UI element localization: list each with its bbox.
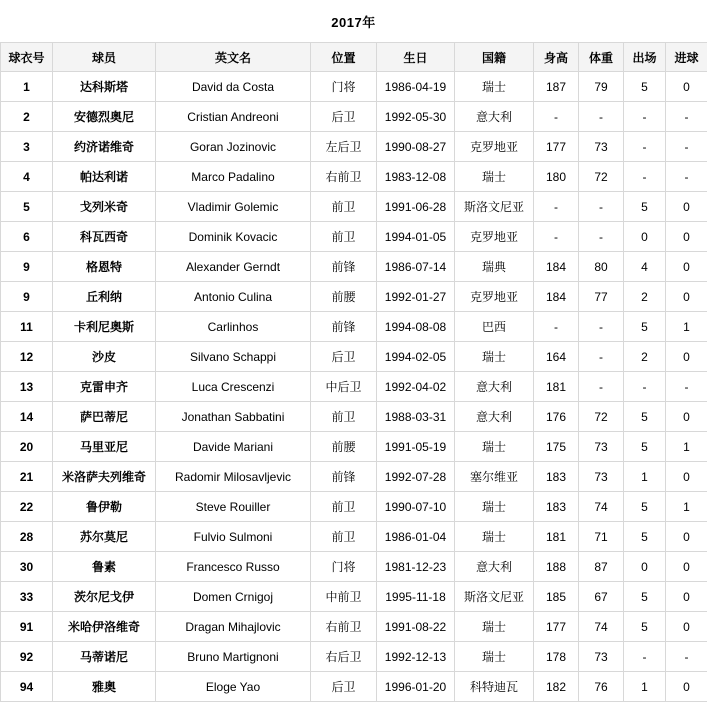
column-header-birthday: 生日 bbox=[377, 43, 455, 72]
table-cell-en: Fulvio Sulmoni bbox=[156, 522, 311, 552]
table-cell-dob: 1994-02-05 bbox=[377, 342, 455, 372]
table-cell-h: 180 bbox=[534, 162, 579, 192]
table-cell-h: 183 bbox=[534, 462, 579, 492]
page-title: 2017年 bbox=[331, 15, 376, 30]
table-cell-nat: 瑞士 bbox=[455, 612, 534, 642]
table-cell-w: 80 bbox=[579, 252, 624, 282]
table-cell-nat: 巴西 bbox=[455, 312, 534, 342]
table-cell-num: 9 bbox=[1, 252, 53, 282]
table-cell-nat: 瑞士 bbox=[455, 432, 534, 462]
table-cell-app: 2 bbox=[624, 342, 666, 372]
table-cell-nat: 意大利 bbox=[455, 552, 534, 582]
table-cell-w: 67 bbox=[579, 582, 624, 612]
table-cell-en: David da Costa bbox=[156, 72, 311, 102]
table-cell-app: 2 bbox=[624, 282, 666, 312]
table-cell-num: 30 bbox=[1, 552, 53, 582]
table-cell-num: 6 bbox=[1, 222, 53, 252]
table-cell-goal: - bbox=[666, 162, 707, 192]
table-cell-h: 181 bbox=[534, 522, 579, 552]
table-cell-h: 181 bbox=[534, 372, 579, 402]
table-cell-cn: 鲁素 bbox=[53, 552, 156, 582]
table-cell-app: 5 bbox=[624, 522, 666, 552]
table-cell-h: 187 bbox=[534, 72, 579, 102]
table-cell-dob: 1991-05-19 bbox=[377, 432, 455, 462]
table-cell-nat: 瑞士 bbox=[455, 72, 534, 102]
table-cell-h: 182 bbox=[534, 672, 579, 702]
table-row bbox=[1, 72, 707, 102]
table-cell-num: 13 bbox=[1, 372, 53, 402]
table-cell-nat: 意大利 bbox=[455, 372, 534, 402]
table-header-row bbox=[1, 43, 707, 72]
table-cell-app: 0 bbox=[624, 222, 666, 252]
table-cell-dob: 1996-01-20 bbox=[377, 672, 455, 702]
table-cell-h: 177 bbox=[534, 612, 579, 642]
column-header-appearances: 出场 bbox=[624, 43, 666, 72]
table-cell-goal: 0 bbox=[666, 462, 707, 492]
table-cell-pos: 门将 bbox=[311, 72, 377, 102]
table-cell-h: - bbox=[534, 102, 579, 132]
table-cell-en: Francesco Russo bbox=[156, 552, 311, 582]
table-cell-cn: 达科斯塔 bbox=[53, 72, 156, 102]
table-cell-h: 183 bbox=[534, 492, 579, 522]
table-cell-goal: - bbox=[666, 642, 707, 672]
table-cell-app: - bbox=[624, 162, 666, 192]
table-cell-pos: 前腰 bbox=[311, 432, 377, 462]
table-cell-goal: 0 bbox=[666, 552, 707, 582]
table-cell-cn: 米哈伊洛维奇 bbox=[53, 612, 156, 642]
table-cell-cn: 萨巴蒂尼 bbox=[53, 402, 156, 432]
table-cell-w: 71 bbox=[579, 522, 624, 552]
table-cell-num: 12 bbox=[1, 342, 53, 372]
table-cell-num: 4 bbox=[1, 162, 53, 192]
table-cell-goal: 1 bbox=[666, 432, 707, 462]
table-cell-en: Cristian Andreoni bbox=[156, 102, 311, 132]
table-cell-goal: 1 bbox=[666, 492, 707, 522]
table-cell-pos: 右前卫 bbox=[311, 162, 377, 192]
table-row bbox=[1, 492, 707, 522]
table-cell-cn: 科瓦西奇 bbox=[53, 222, 156, 252]
roster-table-body bbox=[1, 72, 707, 702]
table-cell-pos: 右前卫 bbox=[311, 612, 377, 642]
table-cell-w: - bbox=[579, 312, 624, 342]
table-cell-goal: 1 bbox=[666, 312, 707, 342]
table-cell-app: 5 bbox=[624, 72, 666, 102]
table-cell-num: 5 bbox=[1, 192, 53, 222]
table-row bbox=[1, 612, 707, 642]
table-cell-dob: 1986-07-14 bbox=[377, 252, 455, 282]
table-cell-en: Domen Crnigoj bbox=[156, 582, 311, 612]
table-cell-cn: 约济诺维奇 bbox=[53, 132, 156, 162]
table-cell-nat: 克罗地亚 bbox=[455, 132, 534, 162]
table-cell-pos: 前锋 bbox=[311, 462, 377, 492]
table-cell-pos: 前锋 bbox=[311, 252, 377, 282]
table-cell-en: Marco Padalino bbox=[156, 162, 311, 192]
table-cell-w: 73 bbox=[579, 432, 624, 462]
table-cell-dob: 1991-08-22 bbox=[377, 612, 455, 642]
table-row bbox=[1, 282, 707, 312]
table-cell-w: 74 bbox=[579, 492, 624, 522]
table-cell-num: 11 bbox=[1, 312, 53, 342]
table-cell-pos: 前卫 bbox=[311, 492, 377, 522]
table-cell-en: Davide Mariani bbox=[156, 432, 311, 462]
table-cell-app: - bbox=[624, 132, 666, 162]
table-cell-cn: 戈列米奇 bbox=[53, 192, 156, 222]
table-cell-goal: - bbox=[666, 372, 707, 402]
table-cell-num: 2 bbox=[1, 102, 53, 132]
table-cell-num: 20 bbox=[1, 432, 53, 462]
table-cell-pos: 前卫 bbox=[311, 402, 377, 432]
table-cell-app: 5 bbox=[624, 612, 666, 642]
table-cell-pos: 前卫 bbox=[311, 222, 377, 252]
table-cell-goal: 0 bbox=[666, 222, 707, 252]
table-cell-num: 33 bbox=[1, 582, 53, 612]
table-cell-pos: 前卫 bbox=[311, 192, 377, 222]
column-header-shirt-number: 球衣号 bbox=[1, 43, 53, 72]
table-cell-dob: 1994-08-08 bbox=[377, 312, 455, 342]
column-header-nationality: 国籍 bbox=[455, 43, 534, 72]
table-cell-w: 87 bbox=[579, 552, 624, 582]
table-cell-w: - bbox=[579, 372, 624, 402]
table-cell-app: 5 bbox=[624, 432, 666, 462]
table-cell-en: Antonio Culina bbox=[156, 282, 311, 312]
table-cell-dob: 1990-07-10 bbox=[377, 492, 455, 522]
table-cell-pos: 左后卫 bbox=[311, 132, 377, 162]
table-cell-app: - bbox=[624, 102, 666, 132]
table-cell-nat: 意大利 bbox=[455, 102, 534, 132]
table-cell-dob: 1992-05-30 bbox=[377, 102, 455, 132]
table-cell-h: 185 bbox=[534, 582, 579, 612]
table-cell-pos: 前腰 bbox=[311, 282, 377, 312]
table-cell-num: 94 bbox=[1, 672, 53, 702]
table-row bbox=[1, 432, 707, 462]
table-cell-app: 5 bbox=[624, 492, 666, 522]
table-cell-nat: 塞尔维亚 bbox=[455, 462, 534, 492]
table-row bbox=[1, 312, 707, 342]
table-cell-h: 184 bbox=[534, 282, 579, 312]
table-cell-num: 3 bbox=[1, 132, 53, 162]
table-cell-nat: 瑞士 bbox=[455, 342, 534, 372]
table-cell-dob: 1992-04-02 bbox=[377, 372, 455, 402]
table-cell-pos: 中前卫 bbox=[311, 582, 377, 612]
table-cell-app: 1 bbox=[624, 462, 666, 492]
table-cell-app: 0 bbox=[624, 552, 666, 582]
table-cell-goal: 0 bbox=[666, 252, 707, 282]
table-cell-en: Vladimir Golemic bbox=[156, 192, 311, 222]
table-cell-num: 21 bbox=[1, 462, 53, 492]
table-cell-goal: - bbox=[666, 132, 707, 162]
table-cell-app: 5 bbox=[624, 312, 666, 342]
table-cell-en: Goran Jozinovic bbox=[156, 132, 311, 162]
table-cell-en: Eloge Yao bbox=[156, 672, 311, 702]
table-cell-dob: 1995-11-18 bbox=[377, 582, 455, 612]
table-cell-w: 79 bbox=[579, 72, 624, 102]
table-cell-goal: 0 bbox=[666, 582, 707, 612]
table-cell-en: Luca Crescenzi bbox=[156, 372, 311, 402]
table-row bbox=[1, 402, 707, 432]
table-cell-h: - bbox=[534, 222, 579, 252]
table-cell-cn: 雅奥 bbox=[53, 672, 156, 702]
table-cell-h: 188 bbox=[534, 552, 579, 582]
table-cell-cn: 苏尔莫尼 bbox=[53, 522, 156, 552]
table-cell-w: 73 bbox=[579, 642, 624, 672]
table-cell-en: Bruno Martignoni bbox=[156, 642, 311, 672]
table-cell-goal: 0 bbox=[666, 342, 707, 372]
table-cell-num: 1 bbox=[1, 72, 53, 102]
table-cell-num: 22 bbox=[1, 492, 53, 522]
table-cell-nat: 瑞士 bbox=[455, 492, 534, 522]
table-row bbox=[1, 372, 707, 402]
table-cell-app: - bbox=[624, 642, 666, 672]
table-cell-goal: - bbox=[666, 102, 707, 132]
table-row bbox=[1, 582, 707, 612]
table-cell-w: - bbox=[579, 102, 624, 132]
table-row bbox=[1, 672, 707, 702]
table-cell-num: 14 bbox=[1, 402, 53, 432]
table-cell-nat: 克罗地亚 bbox=[455, 222, 534, 252]
table-row bbox=[1, 552, 707, 582]
table-cell-w: 73 bbox=[579, 132, 624, 162]
table-row bbox=[1, 222, 707, 252]
table-cell-cn: 沙皮 bbox=[53, 342, 156, 372]
table-row bbox=[1, 132, 707, 162]
table-cell-w: 73 bbox=[579, 462, 624, 492]
table-cell-en: Carlinhos bbox=[156, 312, 311, 342]
table-cell-dob: 1986-04-19 bbox=[377, 72, 455, 102]
table-cell-nat: 瑞士 bbox=[455, 522, 534, 552]
table-cell-h: 164 bbox=[534, 342, 579, 372]
table-cell-app: 5 bbox=[624, 192, 666, 222]
table-cell-pos: 中后卫 bbox=[311, 372, 377, 402]
table-cell-en: Radomir Milosavljevic bbox=[156, 462, 311, 492]
table-cell-en: Jonathan Sabbatini bbox=[156, 402, 311, 432]
table-cell-nat: 瑞士 bbox=[455, 642, 534, 672]
table-cell-h: 184 bbox=[534, 252, 579, 282]
table-cell-num: 9 bbox=[1, 282, 53, 312]
table-cell-cn: 帕达利诺 bbox=[53, 162, 156, 192]
table-cell-cn: 克雷申齐 bbox=[53, 372, 156, 402]
table-cell-nat: 克罗地亚 bbox=[455, 282, 534, 312]
table-cell-goal: 0 bbox=[666, 282, 707, 312]
table-cell-en: Steve Rouiller bbox=[156, 492, 311, 522]
table-cell-cn: 格恩特 bbox=[53, 252, 156, 282]
table-row bbox=[1, 252, 707, 282]
table-cell-w: 72 bbox=[579, 402, 624, 432]
roster-table bbox=[0, 42, 707, 702]
table-cell-w: 72 bbox=[579, 162, 624, 192]
table-cell-pos: 前锋 bbox=[311, 312, 377, 342]
table-cell-goal: 0 bbox=[666, 192, 707, 222]
table-cell-nat: 科特迪瓦 bbox=[455, 672, 534, 702]
column-header-english-name: 英文名 bbox=[156, 43, 311, 72]
column-header-height: 身高 bbox=[534, 43, 579, 72]
table-cell-pos: 后卫 bbox=[311, 102, 377, 132]
table-cell-goal: 0 bbox=[666, 672, 707, 702]
table-cell-cn: 安德烈奥尼 bbox=[53, 102, 156, 132]
table-cell-w: 76 bbox=[579, 672, 624, 702]
table-cell-dob: 1992-01-27 bbox=[377, 282, 455, 312]
column-header-weight: 体重 bbox=[579, 43, 624, 72]
table-cell-dob: 1992-07-28 bbox=[377, 462, 455, 492]
table-cell-nat: 瑞士 bbox=[455, 162, 534, 192]
table-cell-w: - bbox=[579, 222, 624, 252]
table-cell-h: 175 bbox=[534, 432, 579, 462]
table-cell-pos: 门将 bbox=[311, 552, 377, 582]
table-cell-dob: 1994-01-05 bbox=[377, 222, 455, 252]
table-cell-h: 176 bbox=[534, 402, 579, 432]
table-cell-dob: 1986-01-04 bbox=[377, 522, 455, 552]
table-cell-en: Dragan Mihajlovic bbox=[156, 612, 311, 642]
table-cell-en: Silvano Schappi bbox=[156, 342, 311, 372]
table-cell-pos: 后卫 bbox=[311, 672, 377, 702]
table-cell-cn: 卡利尼奥斯 bbox=[53, 312, 156, 342]
table-row bbox=[1, 162, 707, 192]
table-cell-nat: 斯洛文尼亚 bbox=[455, 192, 534, 222]
table-cell-num: 91 bbox=[1, 612, 53, 642]
table-cell-w: - bbox=[579, 342, 624, 372]
table-cell-dob: 1981-12-23 bbox=[377, 552, 455, 582]
table-cell-w: 77 bbox=[579, 282, 624, 312]
table-cell-cn: 马里亚尼 bbox=[53, 432, 156, 462]
table-cell-goal: 0 bbox=[666, 522, 707, 552]
table-cell-nat: 瑞典 bbox=[455, 252, 534, 282]
table-cell-nat: 斯洛文尼亚 bbox=[455, 582, 534, 612]
table-cell-w: 74 bbox=[579, 612, 624, 642]
table-cell-h: - bbox=[534, 192, 579, 222]
table-cell-app: 5 bbox=[624, 402, 666, 432]
table-cell-app: 4 bbox=[624, 252, 666, 282]
table-cell-cn: 马蒂诺尼 bbox=[53, 642, 156, 672]
table-row bbox=[1, 522, 707, 552]
table-cell-goal: 0 bbox=[666, 612, 707, 642]
table-cell-num: 28 bbox=[1, 522, 53, 552]
table-cell-en: Dominik Kovacic bbox=[156, 222, 311, 252]
table-cell-h: - bbox=[534, 312, 579, 342]
table-cell-goal: 0 bbox=[666, 402, 707, 432]
table-cell-w: - bbox=[579, 192, 624, 222]
table-row bbox=[1, 102, 707, 132]
table-row bbox=[1, 342, 707, 372]
table-row bbox=[1, 642, 707, 672]
table-row bbox=[1, 462, 707, 492]
table-cell-cn: 米洛萨夫列维奇 bbox=[53, 462, 156, 492]
table-cell-app: - bbox=[624, 372, 666, 402]
table-cell-dob: 1992-12-13 bbox=[377, 642, 455, 672]
table-cell-h: 178 bbox=[534, 642, 579, 672]
table-cell-dob: 1991-06-28 bbox=[377, 192, 455, 222]
column-header-player: 球员 bbox=[53, 43, 156, 72]
table-row bbox=[1, 192, 707, 222]
table-cell-goal: 0 bbox=[666, 72, 707, 102]
table-cell-app: 5 bbox=[624, 582, 666, 612]
table-cell-en: Alexander Gerndt bbox=[156, 252, 311, 282]
table-cell-nat: 意大利 bbox=[455, 402, 534, 432]
column-header-goals: 进球 bbox=[666, 43, 707, 72]
table-cell-cn: 鲁伊勒 bbox=[53, 492, 156, 522]
table-cell-dob: 1990-08-27 bbox=[377, 132, 455, 162]
table-cell-pos: 右后卫 bbox=[311, 642, 377, 672]
table-cell-pos: 后卫 bbox=[311, 342, 377, 372]
table-cell-pos: 前卫 bbox=[311, 522, 377, 552]
table-cell-app: 1 bbox=[624, 672, 666, 702]
table-cell-cn: 茨尔尼戈伊 bbox=[53, 582, 156, 612]
table-cell-dob: 1983-12-08 bbox=[377, 162, 455, 192]
table-cell-dob: 1988-03-31 bbox=[377, 402, 455, 432]
table-cell-h: 177 bbox=[534, 132, 579, 162]
table-cell-cn: 丘利纳 bbox=[53, 282, 156, 312]
column-header-position: 位置 bbox=[311, 43, 377, 72]
table-cell-num: 92 bbox=[1, 642, 53, 672]
